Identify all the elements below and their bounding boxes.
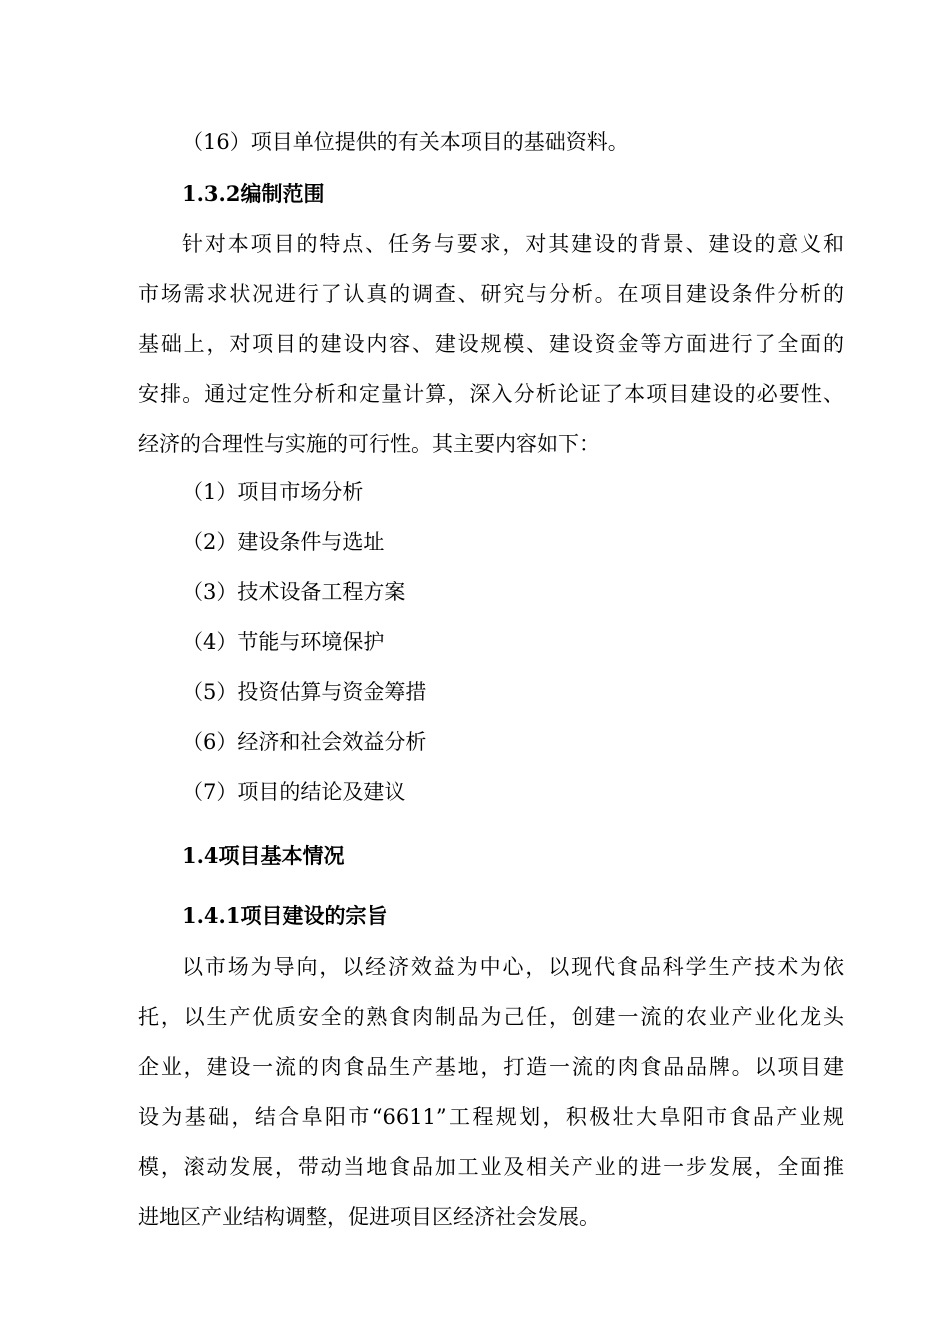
heading-1-4-1: 1.4.1项目建设的宗旨 — [182, 903, 388, 928]
paragraph-line: 基础上，对项目的建设内容、建设规模、建设资金等方面进行了全面的 — [138, 332, 844, 356]
list-item: （6）经济和社会效益分析 — [182, 730, 427, 754]
paragraph-line: 市场需求状况进行了认真的调查、研究与分析。在项目建设条件分析的 — [138, 282, 844, 306]
paragraph-line: 模，滚动发展，带动当地食品加工业及相关产业的进一步发展，全面推 — [138, 1155, 844, 1179]
list-item: （3）技术设备工程方案 — [182, 580, 406, 604]
list-item: （7）项目的结论及建议 — [182, 780, 406, 804]
paragraph-line: 企业，建设一流的肉食品生产基地，打造一流的肉食品品牌。以项目建 — [138, 1055, 844, 1079]
paragraph-line: 针对本项目的特点、任务与要求，对其建设的背景、建设的意义和 — [182, 232, 844, 256]
basis-item-16: （16）项目单位提供的有关本项目的基础资料。 — [182, 130, 629, 154]
heading-1-4: 1.4项目基本情况 — [182, 843, 345, 868]
list-item: （5）投资估算与资金筹措 — [182, 680, 427, 704]
paragraph-line: 经济的合理性与实施的可行性。其主要内容如下： — [138, 432, 600, 456]
list-item: （4）节能与环境保护 — [182, 630, 385, 654]
list-item: （2）建设条件与选址 — [182, 530, 385, 554]
paragraph-line: 进地区产业结构调整，促进项目区经济社会发展。 — [138, 1205, 600, 1229]
paragraph-line: 设为基础，结合阜阳市“6611”工程规划，积极壮大阜阳市食品产业规 — [138, 1105, 844, 1129]
paragraph-line: 以市场为导向，以经济效益为中心，以现代食品科学生产技术为依 — [182, 955, 844, 979]
paragraph-line: 托，以生产优质安全的熟食肉制品为己任，创建一流的农业产业化龙头 — [138, 1005, 844, 1029]
paragraph-line: 安排。通过定性分析和定量计算，深入分析论证了本项目建设的必要性、 — [138, 382, 844, 406]
list-item: （1）项目市场分析 — [182, 480, 364, 504]
heading-1-3-2: 1.3.2编制范围 — [182, 181, 325, 206]
